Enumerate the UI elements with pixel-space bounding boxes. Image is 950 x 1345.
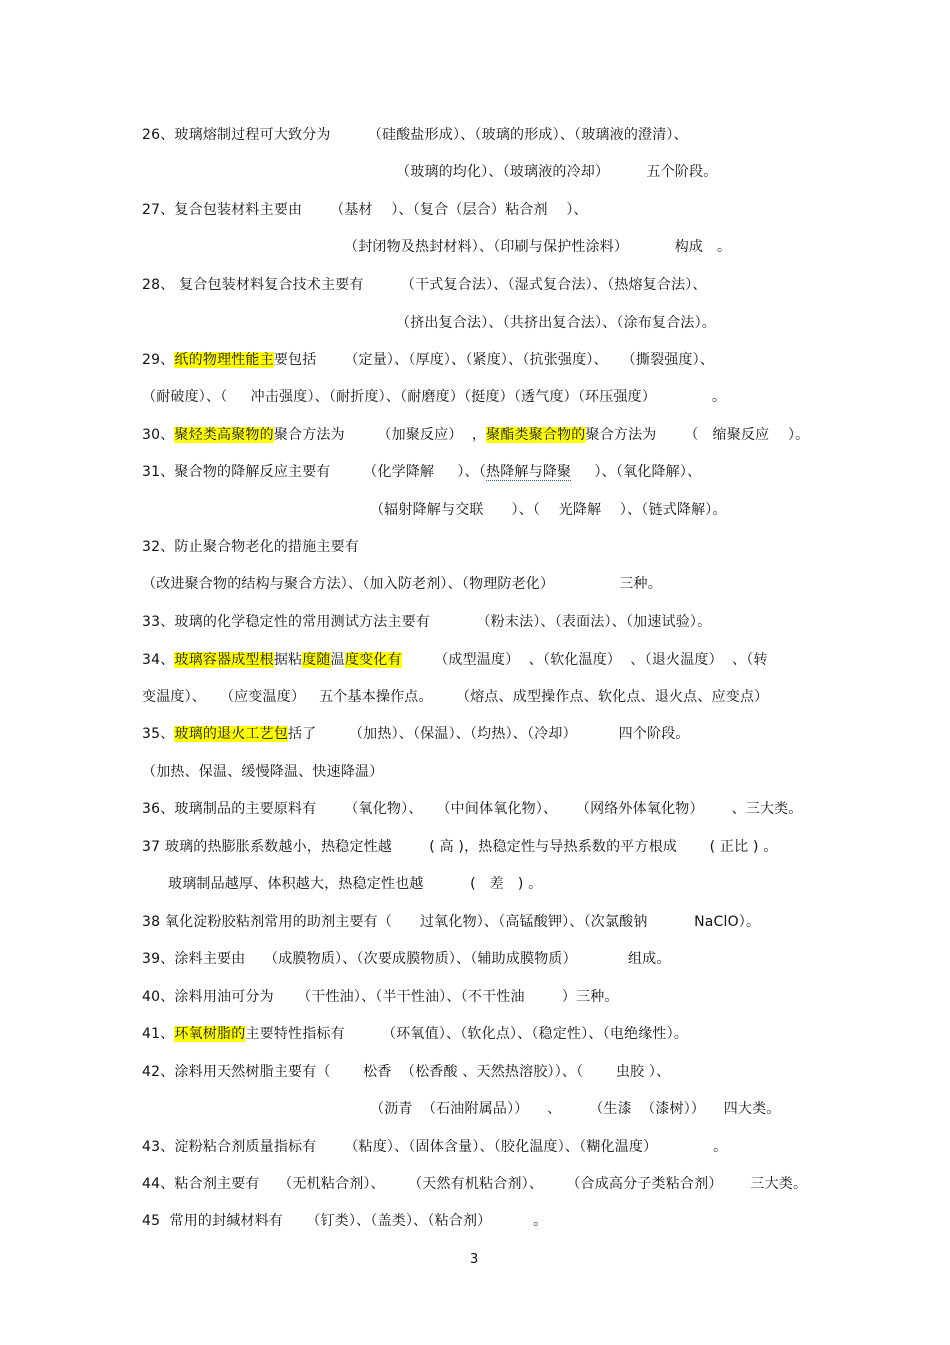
text-segment: （成型温度） 、（软化温度） 、（退火温度） 、（转 — [401, 652, 768, 668]
text-segment: 据粘 — [273, 652, 303, 668]
text-segment: 主要特性指标有 （环氧值）、（软化点）、（稳定性）、（电绝缘性）。 — [245, 1026, 689, 1042]
text-line — [142, 1211, 547, 1231]
text-segment: 玻璃制品越厚、体积越大，热稳定性也越 ( 差 ) 。 — [168, 876, 543, 892]
text-segment: 39、涂料主要由 （成膜物质）、（次要成膜物质）、（辅助成膜物质） 组成。 — [142, 951, 671, 967]
text-segment: （加热、保温、缓慢降温、快速降温） — [142, 764, 384, 780]
text-segment: 42、涂料用天然树脂主要有（ 松香 （松香酸 、天然热溶胶））、（ 虫胶 ）、 — [142, 1064, 671, 1080]
text-line — [142, 275, 707, 295]
text-segment: 36、玻璃制品的主要原料有 （氧化物）、 （中间体氧化物）、 （网络外体氧化物） 、三大类。 — [142, 801, 803, 817]
text-segment: 聚合方法为 （ 缩聚反应 ）。 — [585, 427, 810, 443]
text-segment: （辐射降解与交联 ）、（ 光降解 ）、（链式降解）。 — [370, 502, 727, 518]
text-segment: 30、 — [142, 427, 175, 443]
text-segment: 26、玻璃熔制过程可大致分为 （硅酸盐形成）、（玻璃的形成）、（玻璃液的澄清）、 — [142, 127, 688, 143]
highlighted-text: 度变化有 — [344, 652, 402, 668]
highlighted-text: 玻璃容器成型根 — [174, 652, 274, 668]
text-segment: 34、 — [142, 652, 175, 668]
text-line — [142, 350, 714, 370]
text-segment: 40、涂料用油可分为 （干性油）、（半干性油）、（不干性油 ）三种。 — [142, 989, 619, 1005]
text-segment: 41、 — [142, 1026, 175, 1042]
highlighted-text: 环氧树脂的 — [174, 1026, 246, 1042]
text-segment: 27、复合包装材料主要由 （基材 ）、（复合（层合）粘合剂 ）、 — [142, 202, 588, 218]
text-line — [142, 949, 671, 969]
text-segment: （封闭物及热封材料）、（印刷与保护性涂料） 构成 。 — [344, 239, 732, 255]
text-line — [142, 1137, 727, 1157]
text-line — [344, 237, 731, 257]
text-segment: （玻璃的均化）、（玻璃液的冷却） 五个阶段。 — [396, 164, 718, 180]
text-segment: 括了 （加热）、（保温）、（均热）、（冷却） 四个阶段。 — [288, 726, 690, 742]
highlighted-text: 纸的物理性能主 — [174, 352, 274, 368]
text-line — [142, 612, 711, 632]
text-segment: 33、玻璃的化学稳定性的常用测试方法主要有 （粉末法）、（表面法）、（加速试验）。 — [142, 614, 712, 630]
text-segment: 要包括 （定量）、（厚度）、（紧度）、（抗张强度）、 （撕裂强度）、 — [273, 352, 715, 368]
text-line — [142, 425, 809, 445]
text-line — [396, 313, 716, 333]
text-line — [142, 574, 662, 594]
text-segment: （沥青 （石油附属品）） 、 （生漆 （漆树）） 四大类。 — [370, 1101, 781, 1117]
text-segment: （耐破度）、（ 冲击强度）、（耐折度）、（耐磨度）（挺度）（透气度）（环压强度） 。 — [142, 389, 727, 405]
text-segment: 37 玻璃的热膨胀系数越小，热稳定性越 ( 高 )，热稳定性与导热系数的平方根成 ( 正比 ) 。 — [142, 839, 778, 855]
text-segment: 变温度）、 （应变温度） 五个基本操作点。 （熔点、成型操作点、软化点、退火点、应变点） — [142, 689, 769, 705]
text-line — [396, 162, 717, 182]
text-segment: （改进聚合物的结构与聚合方法）、（加入防老剂）、（物理防老化） 三种。 — [142, 576, 662, 592]
text-line — [142, 537, 359, 557]
text-segment: 28、 复合包装材料复合技术主要有 （干式复合法）、（湿式复合法）、（热熔复合法）、 — [142, 277, 707, 293]
text-segment: ）、（氧化降解）、 — [571, 464, 702, 480]
text-line — [370, 1099, 781, 1119]
text-segment: 38 氧化淀粉胶粘剂常用的助剂主要有（ 过氧化物）、（高锰酸钾）、（次氯酸钠 NaClO）。 — [142, 914, 761, 930]
page-number: 3 — [470, 1252, 479, 1267]
highlighted-text: 度随 — [302, 652, 331, 668]
text-segment: 聚合方法为 （加聚反应） ， — [273, 427, 487, 443]
text-line — [142, 462, 701, 482]
text-line — [142, 799, 803, 819]
text-line — [142, 1174, 807, 1194]
text-line — [142, 687, 768, 707]
text-line — [370, 500, 727, 520]
text-segment: 44、粘合剂主要有 （无机粘合剂）、 （天然有机粘合剂）、 （合成高分子类粘合剂） 三大类。 — [142, 1176, 808, 1192]
text-line — [142, 1062, 670, 1082]
text-line — [142, 650, 768, 670]
text-segment: 温 — [330, 652, 345, 668]
text-line — [168, 874, 542, 894]
text-line — [142, 912, 760, 932]
text-line — [142, 762, 383, 782]
text-line — [142, 387, 726, 407]
text-line — [142, 200, 588, 220]
text-segment: 35、 — [142, 726, 175, 742]
highlighted-text: 聚酯类聚合物的 — [486, 427, 586, 443]
text-segment: 32、防止聚合物老化的措施主要有 — [142, 539, 360, 555]
text-segment: 29、 — [142, 352, 175, 368]
highlighted-text: 玻璃的退火工艺包 — [174, 726, 289, 742]
text-line — [142, 987, 619, 1007]
text-segment: 31、聚合物的降解反应主要有 （化学降解 ）、（ — [142, 464, 487, 480]
text-segment: （挤出复合法）、（共挤出复合法）、（涂布复合法）。 — [396, 315, 716, 331]
text-line — [142, 1024, 688, 1044]
highlighted-text: 聚烃类高聚物的 — [174, 427, 274, 443]
text-line — [142, 724, 690, 744]
underlined-text: 热降解与降聚 — [486, 464, 572, 480]
text-line — [142, 837, 778, 857]
text-segment: 45 常用的封缄材料有 （钉类）、（盖类）、（粘合剂） 。 — [142, 1213, 548, 1229]
text-segment: 43、淀粉粘合剂质量指标有 （粘度）、（固体含量）、（胶化温度）、（糊化温度） 。 — [142, 1139, 728, 1155]
text-line — [142, 125, 688, 145]
